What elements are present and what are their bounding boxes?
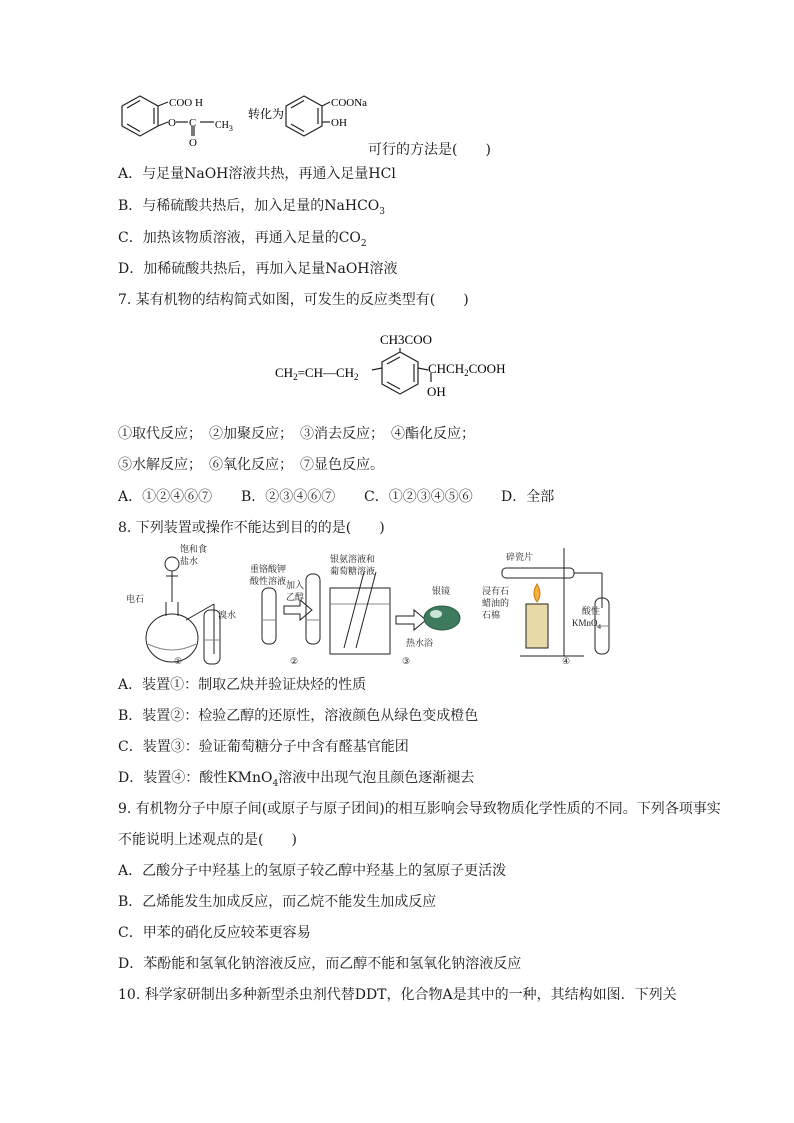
q9-stem-line2: 不能说明上述观点的是( ) xyxy=(118,832,297,848)
q7-structure xyxy=(272,326,532,406)
q6-option-b[interactable]: B．与稀硫酸共热后，加入足量的NaHCO$_3$ xyxy=(118,198,386,217)
label-acidic: 酸性 xyxy=(582,606,601,616)
q8-option-c[interactable]: C．装置③：验证葡萄糖分子中含有醛基官能团 xyxy=(118,739,409,755)
label-paraffin-3: 石棉 xyxy=(482,610,501,620)
apparatus-1 xyxy=(146,557,220,664)
label-kmno4: KMnO$_4$ xyxy=(572,618,602,631)
benzene-ring-2 xyxy=(286,96,330,136)
q7-ch3coo-text: CH3COO xyxy=(380,332,433,347)
q9-option-b[interactable]: B．乙烯能发生加成反应，而乙烷不能发生加成反应 xyxy=(118,894,437,910)
q7-types-line2: ⑤水解反应； ⑥氧化反应； ⑦显色反应。 xyxy=(118,457,384,473)
q7-choice-d[interactable]: D．全部 xyxy=(501,489,555,505)
q6-o-text: O xyxy=(168,117,176,129)
label-dichromate-2: 酸性溶液 xyxy=(250,576,287,586)
label-silver-1: 银氨溶液和 xyxy=(330,554,376,564)
q8-option-d[interactable]: D．装置④：酸性KMnO$_4$溶液中出现气泡且颜色逐渐褪去 xyxy=(118,770,475,789)
q8-apparatus-figure xyxy=(124,544,634,668)
label-mirror: 银镜 xyxy=(432,586,451,596)
label-add-1: 加入 xyxy=(286,580,305,590)
q7-choice-b[interactable]: B．②③④⑥⑦ xyxy=(241,489,336,505)
q6-oh-text: OH xyxy=(331,117,347,129)
q7-choice-c[interactable]: C．①②③④⑤⑥ xyxy=(364,489,473,505)
q6-tail: 可行的方法是( ) xyxy=(368,142,491,158)
label-dichromate-1: 重铬酸钾 xyxy=(250,564,287,574)
label-add-2: 乙醇 xyxy=(286,592,305,602)
q8-option-a[interactable]: A．装置①：制取乙炔并验证炔烃的性质 xyxy=(118,677,367,693)
q6-cooh-text: COO H xyxy=(169,97,203,109)
q9-option-c[interactable]: C．甲苯的硝化反应较苯更容易 xyxy=(118,925,311,941)
q7-choice-a[interactable]: A．①②④⑥⑦ xyxy=(118,489,213,505)
q9-option-d[interactable]: D．苯酚能和氢氧化钠溶液反应，而乙醇不能和氢氧化钠溶液反应 xyxy=(118,956,522,972)
q7-right-chain-text: $CHCH_2COOH$ xyxy=(428,361,506,378)
label-silver-2: 葡萄糖溶液 xyxy=(330,566,376,576)
label-hot-bath: 热水浴 xyxy=(406,638,434,648)
label-brine-1: 饱和食 xyxy=(180,544,208,554)
apparatus-number-3: ③ xyxy=(402,656,411,666)
q6-o2-text: O xyxy=(189,137,197,149)
q6-option-c[interactable]: C．加热该物质溶液，再通入足量的$CO_2$ xyxy=(118,230,367,249)
label-paraffin-1: 浸有石 xyxy=(482,586,510,596)
q6-coona-text: COONa xyxy=(331,97,368,109)
q7-types-line1: ①取代反应； ②加聚反应； ③消去反应； ④酯化反应； xyxy=(118,426,475,442)
q8-option-b[interactable]: B．装置②：检验乙醇的还原性，溶液颜色从绿色变成橙色 xyxy=(118,708,479,724)
q6-option-d[interactable]: D．加稀硫酸共热后，再加入足量NaOH溶液 xyxy=(118,261,398,277)
q6-arrow-text: 转化为 xyxy=(248,107,285,121)
label-paraffin-2: 蜡油的 xyxy=(482,598,510,608)
label-bromine-water: 溴水 xyxy=(218,610,237,620)
q10-stem: 10. 科学家研制出多种新型杀虫剂代替DDT，化合物A是其中的一种，其结构如图．下列关 xyxy=(118,987,677,1003)
apparatus-number-2: ② xyxy=(290,656,299,666)
apparatus-3 xyxy=(330,572,460,654)
q6-ch3-text: $CH_3$ xyxy=(215,120,233,133)
q7-oh-text: OH xyxy=(427,384,446,399)
q7-left-chain-text: $CH_2=CH—CH_2$ xyxy=(275,365,359,382)
q9-stem-line1: 9. 有机物分子中原子间(或原子与原子团间)的相互影响会导致物质化学性质的不同。下列各项事实 xyxy=(118,801,721,817)
q8-stem: 8. 下列装置或操作不能达到目的的是( ) xyxy=(118,520,385,536)
apparatus-number-1: ① xyxy=(174,656,183,666)
label-brine-2: 盐水 xyxy=(180,556,199,566)
q6-option-a[interactable]: A．与足量NaOH溶液共热，再通入足量HCl xyxy=(118,166,396,182)
label-porcelain: 碎瓷片 xyxy=(506,552,534,562)
q9-option-a[interactable]: A．乙酸分子中羟基上的氢原子较乙醇中羟基上的氢原子更活泼 xyxy=(118,863,507,879)
q7-benzene-ring xyxy=(372,348,431,394)
apparatus-4 xyxy=(502,548,609,656)
q7-stem: 7. 某有机物的结构简式如图，可发生的反应类型有( ) xyxy=(118,292,469,308)
q6-c-text: C xyxy=(189,117,197,129)
label-carbide: 电石 xyxy=(126,594,145,604)
apparatus-number-4: ④ xyxy=(562,656,571,666)
